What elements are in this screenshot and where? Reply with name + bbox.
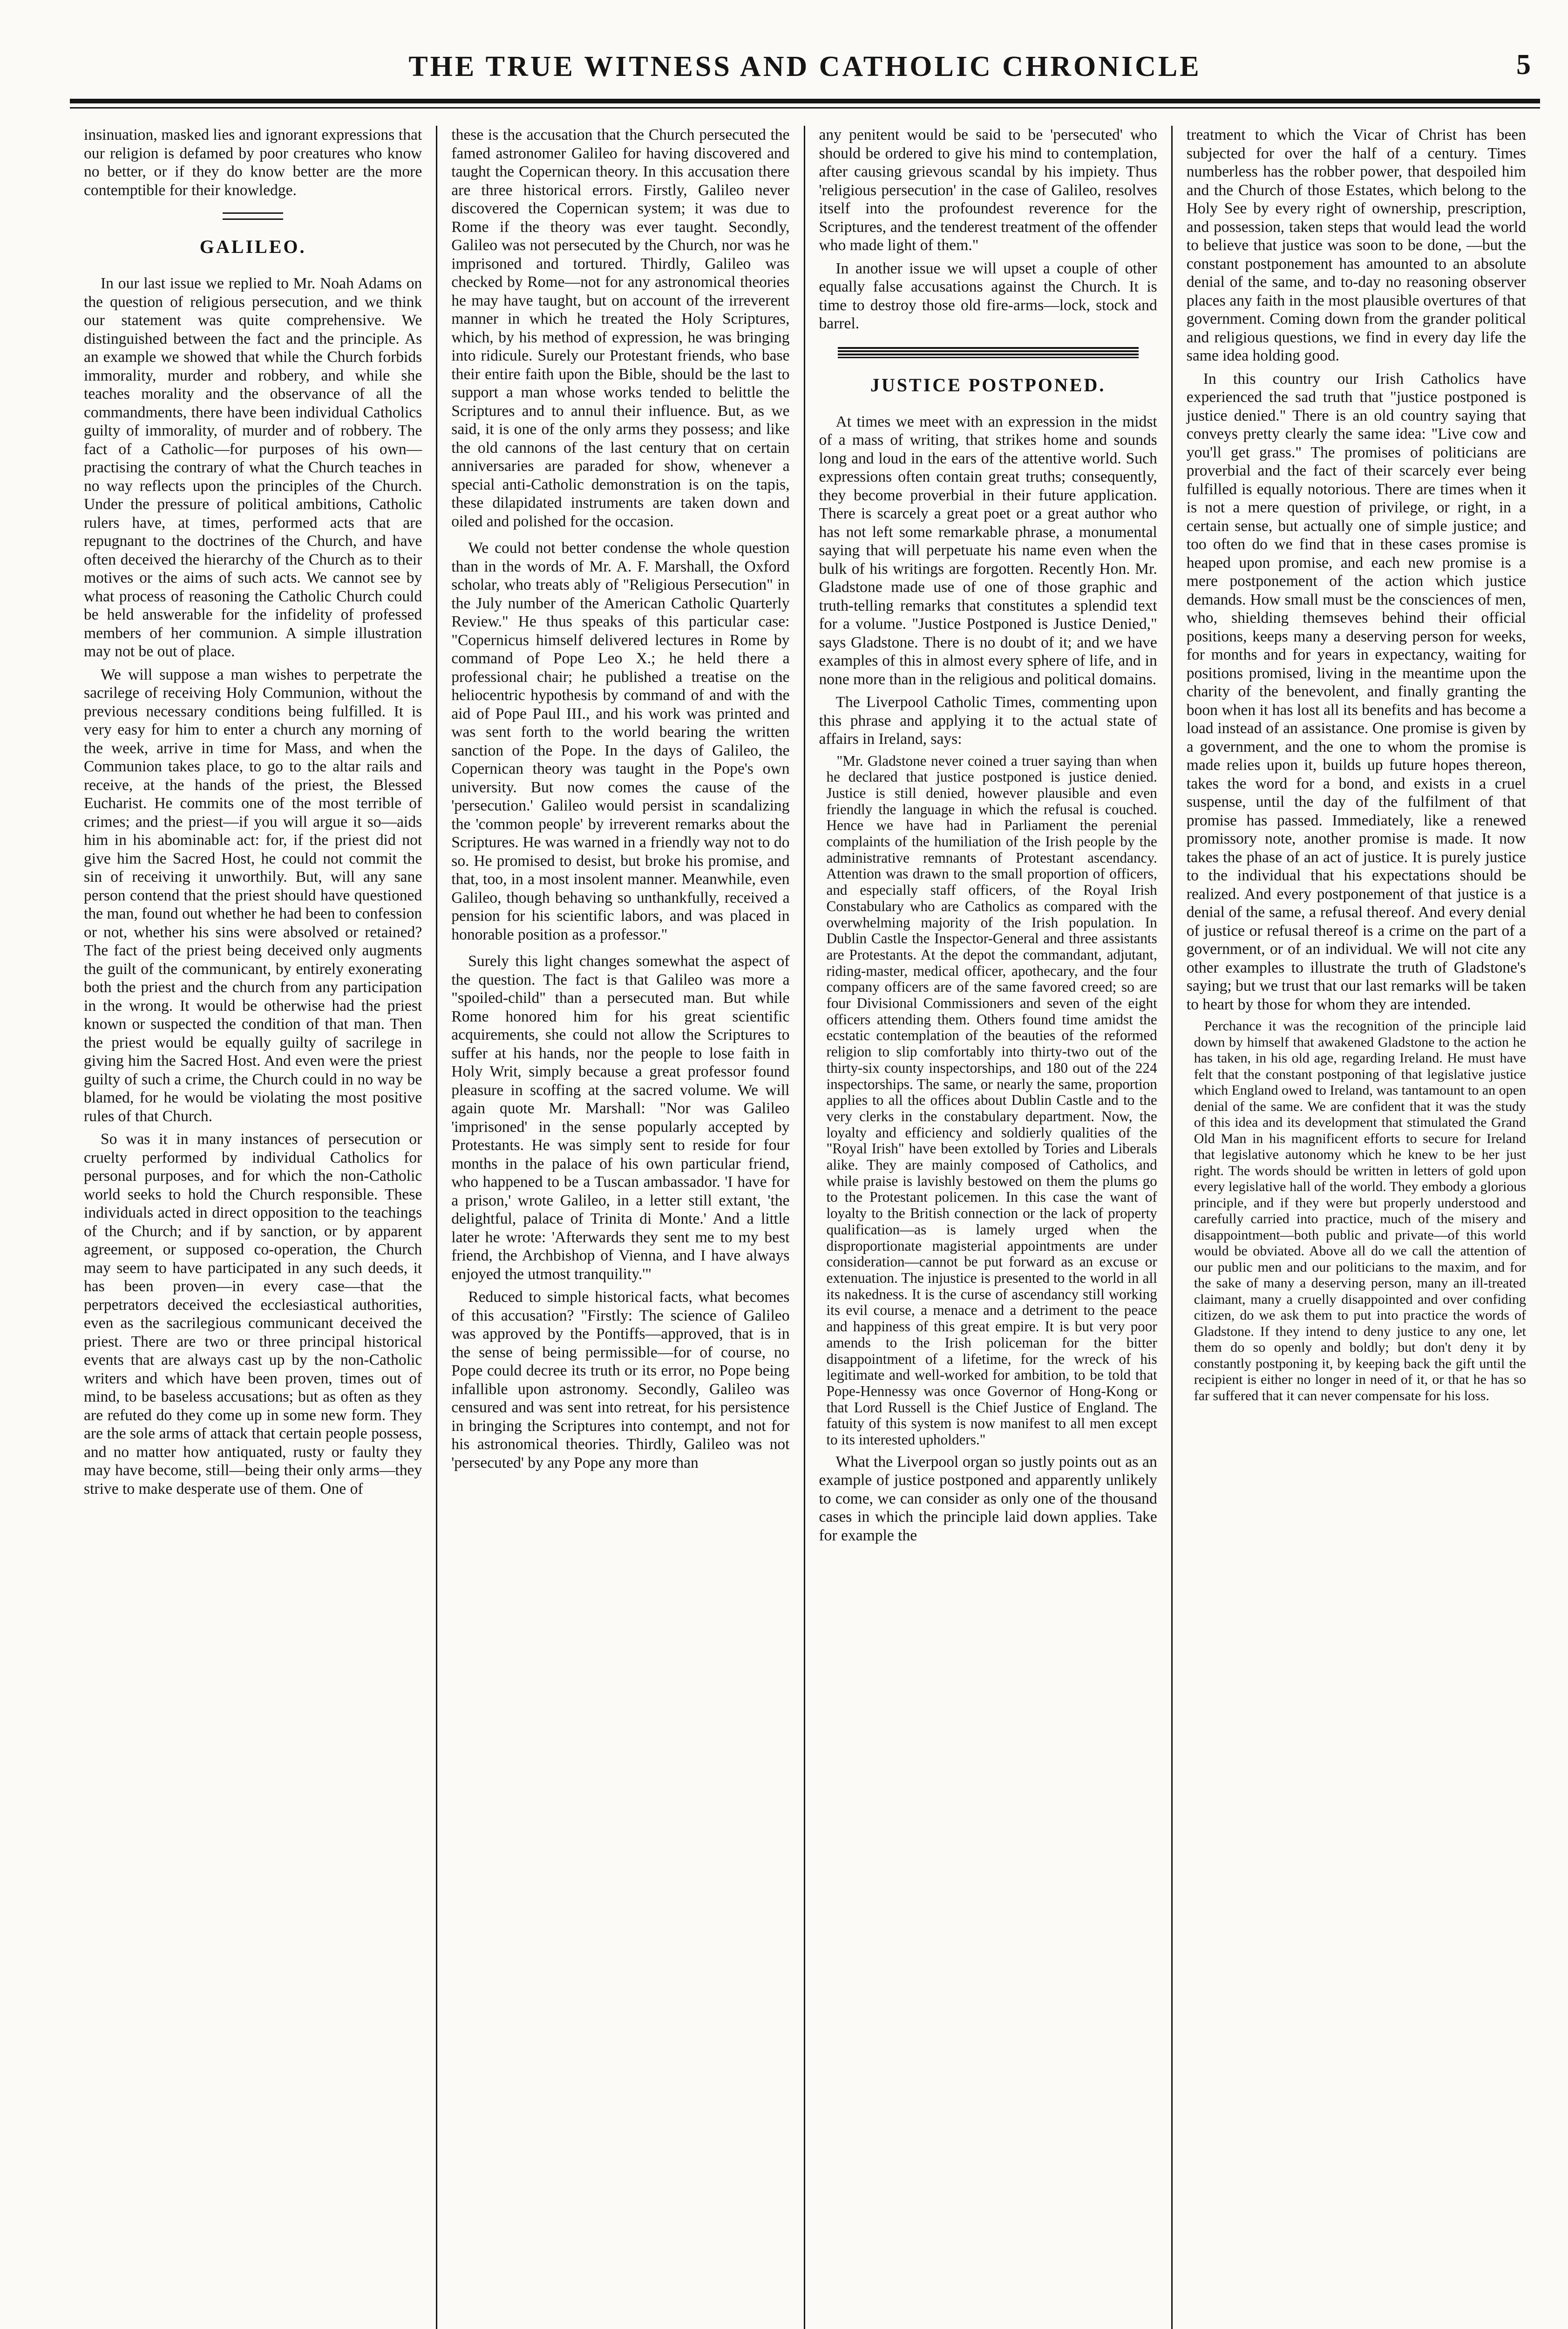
article-paragraph: The Liverpool Catholic Times, commenting upon this phrase and applying it to the actual state of affairs in Ireland, says: [819,694,1157,748]
quoted-passage: "Mr. Gladstone never coined a truer saying than when he declared that justice postponed is justice denied. Justice is still denied, however plausible and even friendly the language in which the refusal is couched. Hence we have had in Parliament the perenial complaints of the humiliation of the Irish people by the administrative remnants of Protestant ascendancy. Attention was drawn to the small proportion of officers, and especially staff officers, of the Royal Irish Constabulary who are Catholics as compared with the overwhelming majority of the Irish population. In Dublin Castle the Inspector-General and three assistants are Protestants. At the depot the commandant, adjutant, riding-master, medical officer, apothecary, and the four company officers are of the same favored creed; so are four Divisional Commissioners and seven of the eight officers attending them. Others found time amidst the ecstatic contemplation of the beauties of the reformed religion to slip comfortably into thirty-two out of the thirty-six county inspectorships, and 180 out of the 224 inspectorships. The same, or nearly the same, proportion applies to all the offices about Dublin Castle and to the very clerks in the constabulary department. Now, the loyalty and efficiency and soldierly qualities of the "Royal Irish" have been extolled by Tories and Liberals alike. They are mainly composed of Catholics, and while praise is lavishly bestowed on them the plums go to the Protestant policemen. In this case the want of loyalty to the British connection or the lack of property qualification—as is lamely urged when the disproportionate magisterial appointments are under consideration—cannot be put forward as an excuse or extenuation. The injustice is presented to the world in all its nakedness. It is the curse of ascendancy still working its evil course, a menace and a detriment to the peace and happiness of this great empire. It is but very poor amends to the Irish policeman for the bitter disappointment of a lifetime, for the wreck of his legitimate and well-worked for ambition, to be told that Pope-Hennessy was once Governor of Hong-Kong or that Lord Russell is the Chief Justice of England. The fatuity of this system is now manifest to all men except to its interested upholders." [826,752,1157,1448]
article-paragraph: any penitent would be said to be 'persecuted' who should be ordered to give his mind to contemplation, after causing grievous scandal by his impiety. Thus 'religious persecution' in the case of Galileo, resolves itself into the profoundest reverence for the Scriptures, and the tenderest treatment of the offender who made light of them." [819,126,1157,254]
article-heading-justice-postponed: JUSTICE POSTPONED. [870,374,1106,395]
masthead-rule-thin [70,107,1540,109]
article-paragraph: So was it in many instances of persecution or cruelty performed by individual Catholics for personal purposes, and for which the non-Catholic world seeks to hold the Church responsible. These individuals acted in direct opposition to the teachings of the Church; and if by sanction, or by apparent agreement, or supposed co-operation, the Church may seem to have participated in any such deeds, it has been proven—in every case—that the perpetrators deceived the ecclesiastical authorities, even as the sacrilegious communicant deceived the priest. There are two or three principal historical events that are always cast up by the non-Catholic writers and which have been proven, times out of mind, to be baseless accusations; but as often as they are refuted do they come up in some new form. They are the sole arms of attack that certain people possess, and no matter how antiquated, rusty or faulty they may have become, still—being their only arms—they strive to make desperate use of them. One of [84,1130,422,1498]
article-paragraph: In our last issue we replied to Mr. Noah Adams on the question of religious persecution, and we think our statement was quite comprehensive. We distinguished between the fact and the principle. As an example we showed that while the Church forbids immorality, murder and robbery, and while she teaches morality and the observance of all the commandments, there have been individual Catholics guilty of immorality, of murder and of robbery. The fact of a Catholic—for purposes of his own—practising the contrary of what the Church teaches in no way reflects upon the principles of the Church. Under the pressure of political ambitions, Catholic rulers have, at times, performed acts that are repugnant to the doctrines of the Church, and have often deceived the hierarchy of the Church as to their motives or the aims of such acts. We cannot see by what process of reasoning the Catholic Church could be held answerable for the infidelity of professed members of her communion. A simple illustration may not be out of place. [84,275,422,660]
article-heading-galileo: GALILEO. [199,236,306,257]
article-paragraph: Surely this light changes somewhat the aspect of the question. The fact is that Galileo was more a "spoiled-child" than a persecuted man. But while Rome honored him for his great scientific acquirements, she could not allow the Scriptures to suffer at his hands, nor the people to lose faith in Holy Writ, simply because a great professor found pleasure in scoffing at the sacred volume. We will again quote Mr. Marshall: "Nor was Galileo 'imprisoned' in the sense popularly accepted by Protestants. He was simply sent to reside for four months in the palace of his own particular friend, who happened to be a Tuscan ambassador. 'I have for a prison,' wrote Galileo, in a letter still extant, 'the delightful, palace of Trinita di Monte.' And a little later he wrote: 'Afterwards they sent me to my best friend, the Archbishop of Vienna, and I have always enjoyed the utmost tranquility.'" [451,953,790,1283]
article-columns [70,126,1540,2329]
article-paragraph: Perchance it was the recognition of the principle laid down by himself that awakened Gladstone to the action he has taken, in his old age, regarding Ireland. He must have felt that the constant postponing of that legislative justice which England owed to Ireland, was tantamount to an open denial of the same. We are confident that it was the study of this idea and its development that stimulated the Grand Old Man in his magnificent efforts to secure for Ireland that legislative autonomy which he knew to be her just right. The words should be written in letters of gold upon every legislative hall of the world. They embody a glorious principle, and if they were but properly understood and carefully carried into practice, much of the misery and disappointment—both public and private—of this world would be obviated. Above all do we call the attention of our public men and our politicians to the maxim, and for the sake of many a deserving person, many an ill-treated claimant, many a cruelly disappointed and over confiding citizen, do we ask them to put into practice the words of Gladstone. If they intend to deny justice to any one, let them do so openly and boldly; but don't deny it by constantly postponing it, by keeping back the gift until the recipient is either no longer in need of it, or that he has so far suffered that it can never compensate for his loss. [1194,1018,1526,1403]
article-paragraph: We could not better condense the whole question than in the words of Mr. A. F. Marshall, the Oxford scholar, who treats ably of "Religious Persecution" in the July number of the American Catholic Quarterly Review." He thus speaks of this particular case: "Copernicus himself delivered lectures in Rome by command of Pope Leo X.; he held there a professional chair; he published a treatise on the heliocentric hypothesis by command of and with the aid of Pope Paul III., and his work was printed and was sent forth to the world bearing the written sanction of the Pope. In the days of Galileo, the Copernican theory was taught in the Pope's own university. But now comes the cause of the 'persecution.' Galileo would persist in scandalizing the 'common people' by irreverent remarks about the Scriptures. He was warned in a friendly way not to do so. He promised to desist, but broke his promise, and that, too, in a most insolent manner. Meanwhile, even Galileo, though behaving so unthankfully, received a pension for his scientific labors, and was placed in honorable position as a professor." [451,539,790,943]
article-paragraph: treatment to which the Vicar of Christ has been subjected for over the half of a century. Times numberless has the robber power, that despoiled him and the Church of those Estates, which belong to the Holy See by every right of ownership, prescription, and possession, taken steps that would lead the world to believe that justice was soon to be done, —but the constant postponement has amounted to an absolute denial of the same, and to-day no reasoning observer places any faith in the most plausible overtures of that government. Coming down from the grander political and religious questions, we find in every day life the same idea holding good. [1186,126,1526,364]
article-paragraph: these is the accusation that the Church persecuted the famed astronomer Galileo for having discovered and taught the Copernican theory. In this accusation there are three historical errors. Firstly, Galileo never discovered the Copernican system; it was due to Rome if the theory was ever taught. Secondly, Galileo was not persecuted by the Church, nor was he imprisoned and tortured. Thirdly, Galileo was checked by Rome—not for any astronomical theories he may have taught, but on account of the irreverent manner in which he treated the Holy Scriptures, which, by his method of expression, he was bringing into ridicule. Surely our Protestant friends, who base their entire faith upon the Bible, should be the last to support a man whose works tended to belittle the Scriptures and to annul their influence. But, as we said, it is one of the only arms they possess; and like the old cannons of the last century that on certain anniversaries are paraded for show, whenever a special anti-Catholic demonstration is on the tapis, these dilapidated instruments are taken down and oiled and polished for the occasion. [451,126,790,530]
article-paragraph: Reduced to simple historical facts, what becomes of this accusation? "Firstly: The science of Galileo was approved by the Pontiffs—approved, that is in the sense of being permissible—for of course, no Pope could decree its truth or its error, no Pope being infallible upon astronomy. Secondly, Galileo was censured and was sent into retreat, for his persistence in bringing the Scriptures into contempt, and not for his astronomical theories. Thirdly, Galileo was not 'persecuted' by any Pope any more than [451,1288,790,1471]
column-1 [70,126,437,2329]
article-paragraph: In another issue we will upset a couple of other equally false accusations against the Church. It is time to destroy those old fire-arms—lock, stock and barrel. [819,259,1157,332]
column-2 [437,126,805,2329]
article-paragraph: At times we meet with an expression in the midst of a mass of writing, that strikes home and sounds long and loud in the ears of the attentive world. Such expressions often contain great truths; consequently, they become proverbial in their future application. There is scarcely a great poet or a great author who has not left some remarkable phrase, a monumental saying that will perpetuate his name even when the bulk of his writings are forgotten. Recently Hon. Mr. Gladstone made use of one of those graphic and truth-telling remarks that constitutes a splendid text for a volume. "Justice Postponed is Justice Denied," says Gladstone. There is no doubt of it; and we have examples of this in almost every sphere of life, and in none more than in the religious and political domains. [819,413,1157,688]
article-paragraph: insinuation, masked lies and ignorant expressions that our religion is defamed by poor creatures who know no better, or if they do know better are the more contemptible for their knowledge. [84,126,422,199]
article-paragraph: We will suppose a man wishes to perpetrate the sacrilege of receiving Holy Communion, without the previous necessary conditions being fulfilled. It is very easy for him to enter a church any morning of the week, arrive in time for Mass, and when the Communion takes place, to go to the altar rails and receive, at the hands of the priest, the Blessed Eucharist. He commits one of the most terrible of crimes; and the priest—if you will argue it so—aids him in his abominable act: for, if the priest did not give him the Sacred Host, he could not commit the sin of receiving it unworthily. But, will any sane person contend that the priest should have questioned the man, found out whether he had been to confession or not, whether his sins were absolved or retained? The fact of the priest being deceived only augments the guilt of the communicant, by entirely exonerating both the priest and the church from any participation in the wrong. It would be otherwise had the priest known or suspected the condition of that man. Then the priest would be equally guilty of sacrilege in giving him the Sacred Host. And even were the priest guilty of such a crime, the Church could in no way be blamed, for he would be violating the most positive rules of that Church. [84,666,422,1125]
article-paragraph: What the Liverpool organ so justly points out as an example of justice postponed and apparently unlikely to come, we can consider as only one of the thousand cases in which the principle laid down applies. Take for example the [819,1453,1157,1544]
section-divider [838,347,1139,358]
column-3 [805,126,1173,2329]
masthead [70,6,1540,117]
column-4 [1173,126,1540,2329]
section-divider [223,212,283,220]
masthead-rule-thick [70,99,1540,103]
newspaper-title: THE TRUE WITNESS AND CATHOLIC CHRONICLE [408,51,1201,82]
page-number: 5 [1516,49,1531,81]
article-paragraph: In this country our Irish Catholics have experienced the sad truth that "justice postponed is justice denied." There is an old country saying that conveys pretty clearly the same idea: "Live cow and you'll get grass." The promises of politicians are proverbial and the fact of their scarcely ever being fulfilled is equally notorious. There are times when it is not a mere question of privilege, or right, in a certain sense, but actually one of simple justice; and too often do we find that in these cases promise is heaped upon promise, and each new promise is a mere postponement of the action which justice demands. How small must be the consciences of men, who, shielding themseves behind their official positions, keeps many a deserving person for weeks, for months and for years in expectancy, waiting for positions promised, living in the meantime upon the charity of the benevolent, and finally granting the boon when it has lost all its benefits and has become a load instead of an assistance. One promise is given by a government, and the one to whom the promise is made relies upon it, builds up future hopes thereon, takes the word for a bond, and exists in a cruel suspense, until the day of the fulfilment of that promise has passed. Immediately, like a renewed promissory note, another promise is made. It now takes the phase of an act of justice. It is purely justice to the individual that his expectations should be realized. And every postponement of that justice is a denial of the same, a refusal thereof. And every denial of justice or refusal thereof is a crime on the part of a government, or of an individual. We will not cite any other examples to illustrate the truth of Gladstone's saying; but we trust that our last remarks will be taken to heart by those for whom they are intended. [1186,370,1526,1013]
